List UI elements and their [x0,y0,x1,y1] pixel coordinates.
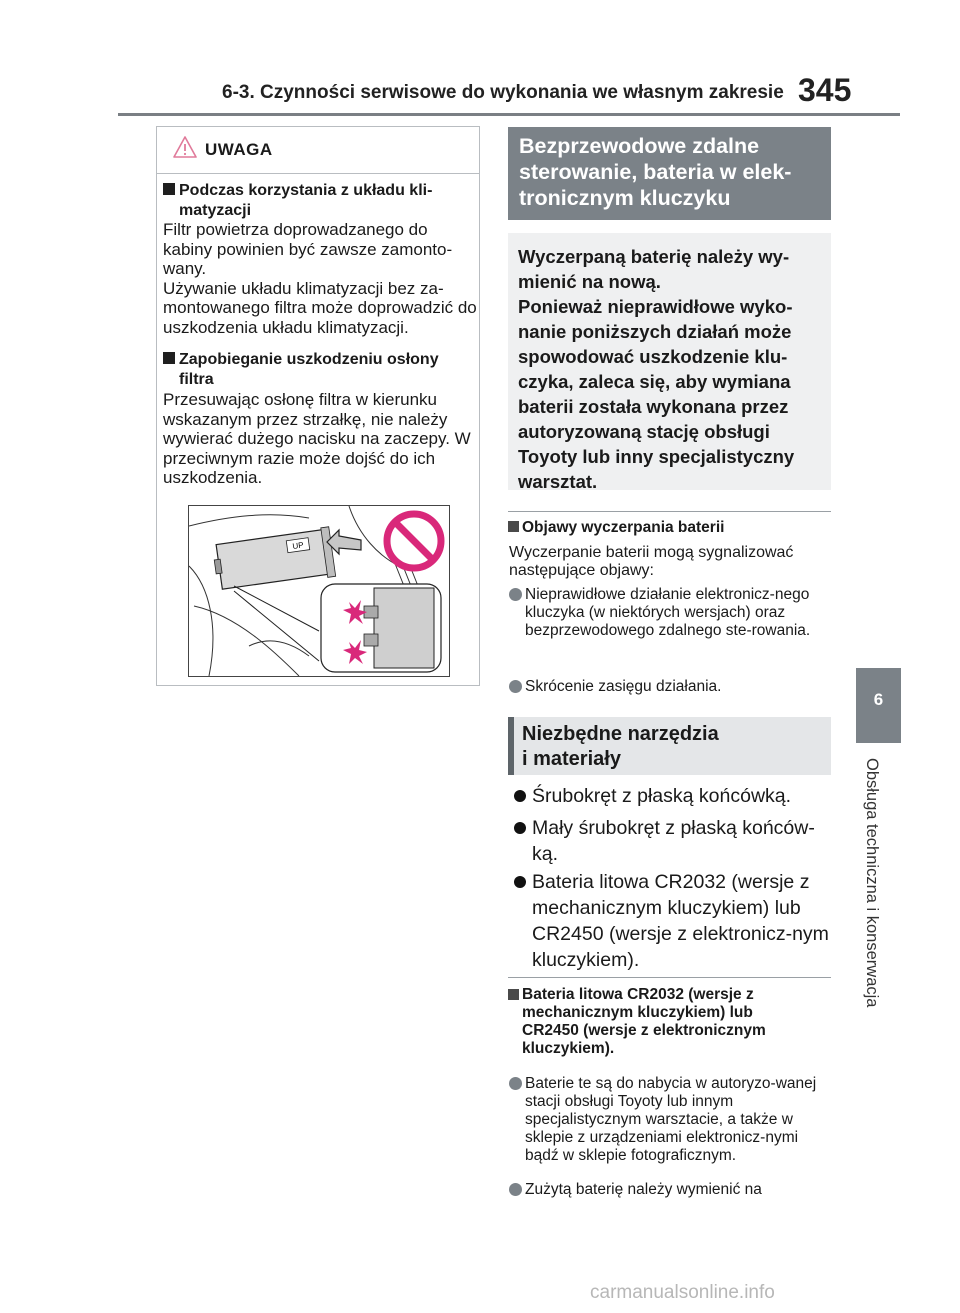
tool-item: Śrubokręt z płaską końcówką. [514,783,834,809]
symptom-item: Skrócenie zasięgu działania. [509,678,829,696]
divider-rule [508,511,831,512]
symptoms-heading: Objawy wyczerpania baterii [508,519,828,537]
filter-cover-drawing [189,506,449,676]
divider-rule [508,977,831,978]
bullet-dot-icon [509,588,522,601]
bullet-dot-icon [509,1077,522,1090]
bullet-dot-icon [514,790,526,802]
square-bullet-icon [163,183,175,195]
up-label: UP [291,540,305,551]
chapter-label-container [862,758,902,1038]
bullet-dot-icon [514,822,526,834]
highlight-note-text: Wyczerpaną baterię należy wy-mienić na nową. Ponieważ nieprawidłowe wyko-nanie poniższych działań może spowodować uszkodzenie klu-czyka, zaleca się, aby wymiana baterii została wykonana przez autoryzowaną stację obsługi Toyoty lub inny specjalistyczny warsztat. [518,246,795,492]
caution-body-1: Filtr powietrza doprowadzanego do kabiny powinien być zawsze zamonto-wany. Używanie układu klimatyzacji bez za-montowanego filtra może doprowadzić do uszkodzenia układu klimatyzacji. [163,220,477,337]
subsection-heading: Niezbędne narzędzia i materiały [522,723,719,770]
chapter-number: 6 [873,690,884,709]
bullet-dot-icon [509,680,522,693]
symptom-item: Nieprawidłowe działanie elektronicz-nego kluczyka (w niektórych wersjach) oraz bezprzewodowego zdalnego ste-rowania. [509,586,829,640]
page-number: 345 [798,72,852,108]
battery-item: Zużytą baterię należy wymienić na [509,1181,829,1199]
filter-cover-illustration [188,505,450,677]
watermark: carmanualsonline.info [590,1282,775,1303]
caution-subheading-2: Zapobieganie uszkodzeniu osłony filtra [163,350,475,390]
warning-triangle-icon [173,136,197,158]
symptoms-intro: Wyczerpanie baterii mogą sygnalizować następujące objawy: [509,544,794,579]
bullet-dot-icon [509,1183,522,1196]
caution-title: UWAGA [205,140,273,159]
section-heading: Bezprzewodowe zdalne sterowanie, bateria w elek-tronicznym kluczyku [519,134,792,210]
square-bullet-icon [163,352,175,364]
bullet-dot-icon [514,876,526,888]
header-rule [118,113,900,116]
chapter-label: Obsługa techniczna i konserwacja [863,758,881,1008]
caution-subheading-1: Podczas korzystania z układu kli- matyzacji [163,181,475,221]
tool-item: Bateria litowa CR2032 (wersje z mechanicznym kluczykiem) lub CR2450 (wersje z elektronicz-nym kluczykiem). [514,869,834,973]
caution-body-2: Przesuwając osłonę filtra w kierunku wskazanym przez strzałkę, nie należy wywierać dużego nacisku na zaczepy. W przeciwnym razie może dojść do ich uszkodzenia. [163,390,471,487]
running-header-section: 6-3. Czynności serwisowe do wykonania we własnym zakresie [222,82,784,103]
battery-heading: Bateria litowa CR2032 (wersje z mechanicznym kluczykiem) lub CR2450 (wersje z elektronicznym kluczykiem). [508,986,808,1058]
subsection-heading-bar [508,717,514,775]
square-bullet-icon [508,989,519,1000]
battery-item: Baterie te są do nabycia w autoryzo-wanej stacji obsługi Toyoty lub innym specjalistycznym warsztacie, a także w sklepie z urządzeniami elektronicz-nymi bądź w sklepie fotograficznym. [509,1075,829,1165]
tool-item: Mały śrubokręt z płaską końców-ką. [514,815,834,867]
square-bullet-icon [508,521,519,532]
